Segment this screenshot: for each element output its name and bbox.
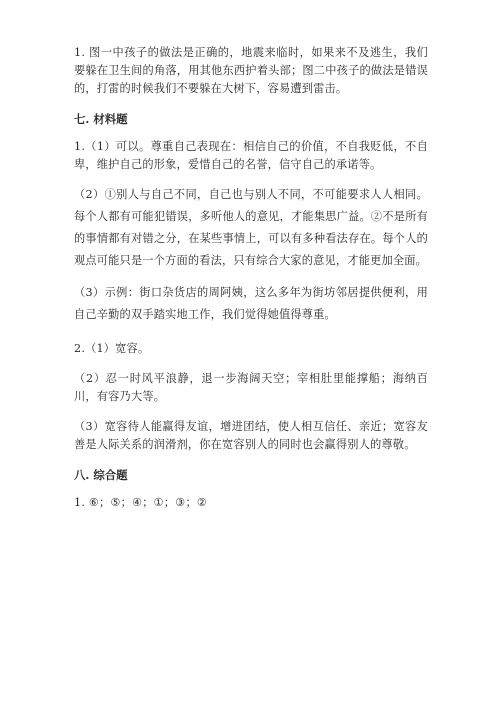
answer-paragraph: （2）①别人与自己不同，自己也与别人不同，不可能要求人人相同。每个人都有可能犯错误，多听他人的意见，才能集思广益。②不是所有的事情都有对错之分，在某些事情上，可以有多种看法存在。每个人的观点可能只是一个方面的看法，只有综合大家的意见，才能更加全面。 [74,188,428,267]
answer-paragraph: （2）忍一时风平浪静，退一步海阔天空；宰相肚里能撑船；海纳百川，有容乃大等。 [74,372,428,403]
answer-paragraph: 1. 图一中孩子的做法是正确的，地震来临时，如果来不及逃生，我们要躲在卫生间的角落，用其他东西护着头部；图二中孩子的做法是错误的，打雷的时候我们不要躲在大树下，容易遭到雷击。 [74,46,428,95]
answer-paragraph: （3）示例：街口杂货店的周阿姨，这么多年为街坊邻居提供便利，用自己辛勤的双手踏实地工作，我们觉得她值得尊重。 [74,286,428,321]
section-heading: 八. 综合题 [74,468,128,482]
section-heading: 七. 材料题 [74,112,128,126]
answer-paragraph: （3）宽容待人能赢得友谊，增进团结，使人相互信任、亲近；宽容友善是人际关系的润滑剂，你在宽容别人的同时也会赢得别人的尊敬。 [74,420,428,451]
answer-paragraph: 1.（1）可以。尊重自己表现在：相信自己的价值，不自我贬低，不自卑，维护自己的形象，爱惜自己的名誉，信守自己的承诺等。 [74,140,428,171]
document-page [74,44,428,512]
answer-paragraph: 1. ⑥；⑤；④；①；③；② [74,496,208,509]
answer-paragraph: 2.（1）宽容。 [74,342,150,355]
